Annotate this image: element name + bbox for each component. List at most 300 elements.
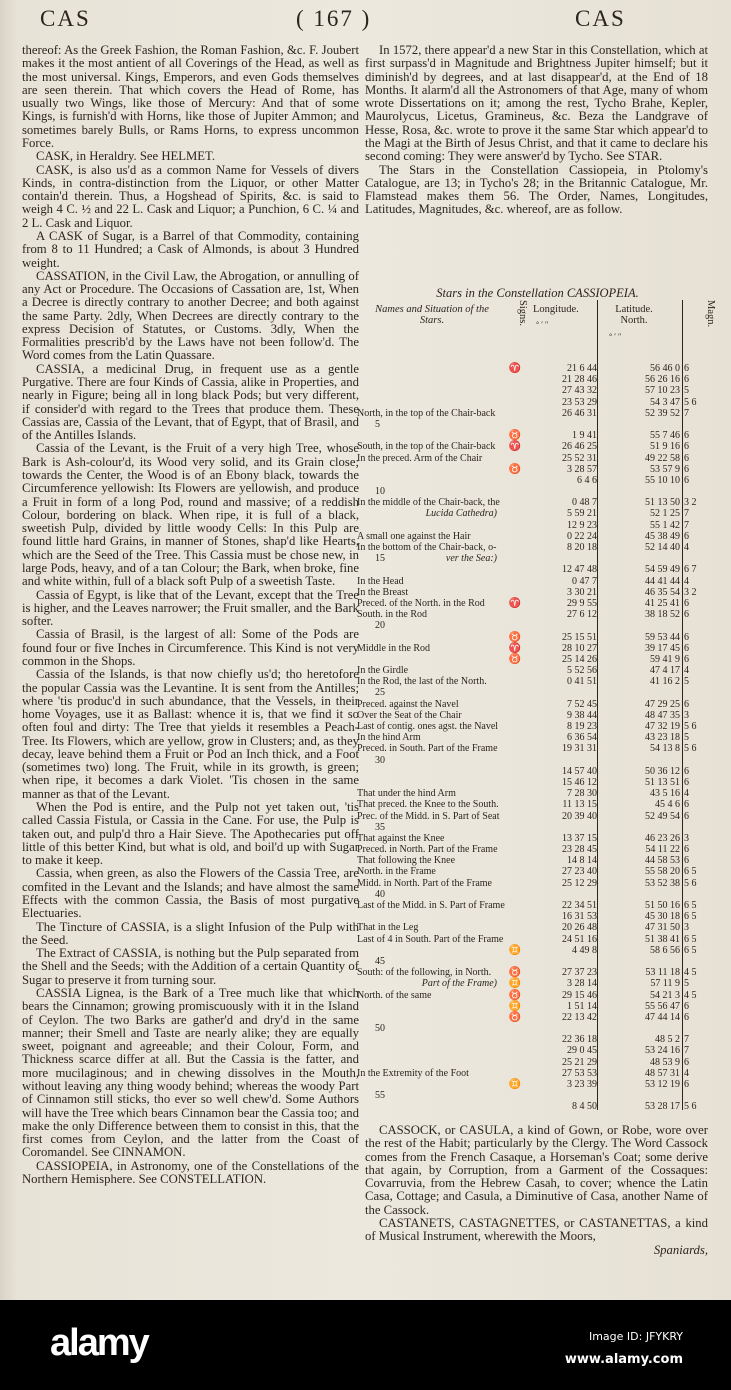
latitude-value: 52 49 54 <box>645 810 680 822</box>
table-row <box>357 1023 709 1034</box>
longitude-value: 27 53 53 <box>562 1067 597 1079</box>
longitude-value: 3 23 39 <box>567 1079 597 1090</box>
longitude-value: 29 9 55 <box>567 597 597 609</box>
table-row <box>357 777 709 788</box>
table-row <box>357 1034 709 1045</box>
longitude-value: 25 52 31 <box>562 452 597 464</box>
latitude-value: 44 41 44 <box>645 575 680 587</box>
table-row <box>357 520 709 531</box>
star-number-label: 45 <box>375 955 385 967</box>
longitude-value: 7 28 30 <box>567 788 597 800</box>
longitude-value: 3 30 21 <box>567 586 597 598</box>
latitude-value: 54 3 47 <box>650 396 680 408</box>
magnitude-value: 7 <box>684 1034 689 1046</box>
longitude-value: 1 51 14 <box>567 1000 597 1012</box>
star-name: North. of the same <box>357 989 432 1001</box>
star-name: In the Girdle <box>357 665 409 677</box>
longitude-value: 22 13 42 <box>562 1011 597 1023</box>
latitude-value: 55 10 10 <box>645 474 680 486</box>
magnitude-value: 6 <box>684 765 689 777</box>
table-row <box>357 755 709 766</box>
magnitude-value: 5 <box>684 385 689 397</box>
magnitude-value: 7 <box>684 508 689 520</box>
longitude-value: 22 34 51 <box>562 900 597 911</box>
header-names: Names and Situation of the Stars. <box>375 304 489 326</box>
table-row <box>357 453 709 464</box>
longitude-value: 29 0 45 <box>567 1045 597 1057</box>
magnitude-value: 6 <box>684 776 689 788</box>
magnitude-value: 6 <box>684 642 689 654</box>
latitude-value: 47 44 14 <box>645 1011 680 1023</box>
magnitude-value: 5 <box>684 676 689 688</box>
longitude-value: 5 52 56 <box>567 665 597 677</box>
latitude-value: 59 41 9 <box>650 653 680 665</box>
latitude-value: 55 7 46 <box>650 430 680 442</box>
table-title: Stars in the Constellation CASSIOPEIA. <box>436 286 639 300</box>
magnitude-value: 3 <box>684 709 689 721</box>
watermark-bar <box>0 1300 731 1390</box>
longitude-value: 0 48 7 <box>572 497 597 509</box>
table-row <box>357 676 709 687</box>
magnitude-value: 6 <box>684 363 689 374</box>
zodiac-sign: ♊ <box>508 978 522 990</box>
watermark-url: www.alamy.com <box>564 1352 683 1367</box>
right-column-bottom <box>365 1124 708 1257</box>
zodiac-sign: ♈ <box>508 441 522 453</box>
latitude-value: 49 22 58 <box>645 452 680 464</box>
table-row <box>357 788 709 799</box>
zodiac-sign: ♊ <box>508 944 522 956</box>
longitude-value: 26 46 31 <box>562 407 597 419</box>
star-name: Last of 4 in South. Part of the Frame <box>357 933 504 945</box>
zodiac-sign: ♊ <box>508 1079 522 1090</box>
star-name: That against the Knee <box>357 832 445 844</box>
star-name: In the Breast <box>357 586 409 598</box>
latitude-value: 46 23 26 <box>645 832 680 844</box>
table-row <box>357 967 709 978</box>
table-row <box>357 419 709 430</box>
longitude-value: 12 9 23 <box>567 519 597 531</box>
latitude-value: 46 35 54 <box>645 586 680 598</box>
table-row <box>357 822 709 833</box>
table-row <box>357 1045 709 1056</box>
left-column <box>22 44 359 1186</box>
longitude-value: 13 37 15 <box>562 832 597 844</box>
table-row <box>357 497 709 508</box>
zodiac-sign: ♉ <box>508 989 522 1001</box>
star-name: In the Extremity of the Foot <box>357 1067 469 1079</box>
table-row <box>357 833 709 844</box>
star-number-label: 15 <box>375 553 385 565</box>
latitude-value: 41 16 2 <box>650 676 680 688</box>
table-row <box>357 811 709 822</box>
star-number-label: 40 <box>375 888 385 900</box>
table-row <box>357 1079 709 1090</box>
right-column-top <box>365 44 708 217</box>
table-row <box>357 956 709 967</box>
latitude-value: 48 57 31 <box>645 1067 680 1079</box>
table-row <box>357 620 709 631</box>
table-row <box>357 576 709 587</box>
table-row <box>357 687 709 698</box>
table-row <box>357 508 709 519</box>
latitude-value: 45 4 6 <box>655 799 680 811</box>
longitude-value: 8 4 50 <box>572 1101 597 1113</box>
star-number-label: 55 <box>375 1090 385 1102</box>
magnitude-value: 5 6 <box>684 877 697 889</box>
magnitude-value: 6 <box>684 1000 689 1012</box>
table-row <box>357 978 709 989</box>
longitude-value: 20 26 48 <box>562 922 597 934</box>
paragraph: CASK, is also us'd as a common Name for Vessels of divers Kinds, in contra-distinction from the Liquor, or other Matter contain'd therein. Thus, a Hogshead of Spirits, &c. is said to weigh 4 C. ½ and 22 L. Cask and Liquor; a Punchion, 6 C. ¼ and 2 L. Cask and Liquor. <box>22 162 359 230</box>
page-number: ( 167 ) <box>296 6 372 31</box>
star-name: Preced. of the North. in the Rod <box>357 597 485 609</box>
magnitude-value: 6 <box>684 441 689 453</box>
latitude-value: 47 31 50 <box>645 922 680 934</box>
latitude-value: 57 11 9 <box>650 978 680 990</box>
zodiac-sign: ♉ <box>508 430 522 442</box>
table-row <box>357 1057 709 1068</box>
header-latitude: Latitude. North. <box>615 304 653 326</box>
longitude-value: 8 19 23 <box>567 721 597 732</box>
magnitude-value: 6 5 <box>684 911 697 923</box>
longitude-value: 0 22 24 <box>567 530 597 542</box>
longitude-value: 12 47 48 <box>562 564 597 576</box>
longitude-value: 23 53 29 <box>562 396 597 408</box>
magnitude-value: 6 <box>684 799 689 811</box>
zodiac-sign: ♉ <box>508 1011 522 1023</box>
table-row <box>357 1012 709 1023</box>
magnitude-value: 6 5 <box>684 900 697 911</box>
latitude-value: 54 13 8 <box>650 743 680 755</box>
magnitude-value: 3 2 <box>684 586 697 598</box>
longitude-value: 27 43 32 <box>562 385 597 397</box>
magnitude-value: 6 <box>684 463 689 475</box>
longitude-value: 25 12 29 <box>562 877 597 889</box>
magnitude-value: 6 <box>684 452 689 464</box>
longitude-value: 20 39 40 <box>562 810 597 822</box>
magnitude-value: 6 <box>684 474 689 486</box>
table-row <box>357 866 709 877</box>
table-row <box>357 441 709 452</box>
paragraph: Spaniards, <box>653 1242 708 1257</box>
star-name: Prec. of the Midd. in S. Part of Seat <box>357 810 500 822</box>
magnitude-value: 6 7 <box>684 564 697 576</box>
latitude-value: 51 9 16 <box>650 441 680 453</box>
longitude-value: 28 10 27 <box>562 642 597 654</box>
star-number-label: 5 <box>375 418 380 430</box>
table-row <box>357 609 709 620</box>
magnitude-value: 6 <box>684 810 689 822</box>
magnitude-value: 5 <box>684 978 689 990</box>
latitude-value: 50 36 12 <box>645 765 680 777</box>
star-name: Lucida Cathedra) <box>425 508 497 520</box>
latitude-value: 51 13 51 <box>645 776 680 788</box>
table-row <box>357 643 709 654</box>
longitude-value: 7 52 45 <box>567 698 597 710</box>
paragraph: The Stars in the Constellation Cassiopeia, in Ptolomy's Catalogue, are 13; in Tycho's 28; in the Britannic Catalogue, Mr. Flamstead makes them 56. The Order, Names, Longitudes, Latitudes, Magnitudes, &c. whereof, are as follow. <box>365 162 708 217</box>
longitude-value: 25 21 29 <box>562 1056 597 1068</box>
longitude-value: 21 6 44 <box>567 363 597 374</box>
latitude-value: 53 57 9 <box>650 463 680 475</box>
alamy-logo: alamy <box>50 1322 148 1364</box>
star-name: That following the Knee <box>357 855 456 867</box>
latitude-value: 54 11 22 <box>645 844 680 856</box>
star-name: In the Rod, the last of the North. <box>357 676 487 688</box>
table-row <box>357 374 709 385</box>
star-name: South, in the top of the Chair-back <box>357 441 496 453</box>
magnitude-value: 4 5 <box>684 989 697 1001</box>
magnitude-value: 7 <box>684 519 689 531</box>
longitude-value: 1 9 41 <box>572 430 597 442</box>
table-row <box>357 1101 709 1112</box>
magnitude-value: 6 <box>684 530 689 542</box>
table-row <box>357 464 709 475</box>
magnitude-value: 6 <box>684 1011 689 1023</box>
latitude-value: 56 46 0 <box>650 363 680 374</box>
latitude-value: 53 24 16 <box>645 1045 680 1057</box>
star-name: North, in the top of the Chair-back <box>357 407 496 419</box>
star-name: In the Head <box>357 575 404 587</box>
latitude-value: 58 6 56 <box>650 944 680 956</box>
header-lat-units: ° ′ ″ <box>609 332 622 341</box>
paragraph: Cassia of the Levant, is the Fruit of a very high Tree, whose Bark is Ash-colour'd, its Wood very solid, and its Grain close; towards the Center, the Wood is of an Ebony black, towards the Circumference yellowish: Its Flowers are yellowish, and produce a Fruit in form of a long Pod, round and massive; of a reddish Colour, bordering on black. When ripe, it is full of a black, sweetish Pulp, divided by little woody Cells: In this Pulp are found little hard Grains, in manner of Stones, shap'd like Hearts, which are the Seed of the Tree. This Cassia must be chose new, in large Pods, heavy, and of a tan Colour; the Bark, when broke, fine and white within, full of a black soft Pulp of a sweetish Taste. <box>22 441 359 589</box>
header-signs: Signs. <box>517 300 528 326</box>
table-row <box>357 385 709 396</box>
star-name: That in the Leg <box>357 922 419 934</box>
star-name: Midd. in North. Part of the Frame <box>357 877 492 889</box>
table-row <box>357 844 709 855</box>
table-row <box>357 911 709 922</box>
zodiac-sign: ♉ <box>508 463 522 475</box>
longitude-value: 3 28 14 <box>567 978 597 990</box>
table-row <box>357 397 709 408</box>
table-row <box>357 699 709 710</box>
latitude-value: 51 38 41 <box>645 933 680 945</box>
magnitude-value: 3 <box>684 832 689 844</box>
table-row <box>357 1068 709 1079</box>
magnitude-value: 7 <box>684 407 689 419</box>
zodiac-sign: ♊ <box>508 1000 522 1012</box>
magnitude-value: 6 <box>684 1056 689 1068</box>
magnitude-value: 5 6 <box>684 396 697 408</box>
magnitude-value: 4 5 <box>684 967 697 979</box>
latitude-value: 52 39 52 <box>645 407 680 419</box>
latitude-value: 55 58 20 <box>645 866 680 878</box>
paragraph: CASSIOPEIA, in Astronomy, one of the Constellations of the Northern Hemisphere. See CONSTELLATION. <box>22 1158 359 1186</box>
table-row <box>357 922 709 933</box>
zodiac-sign: ♉ <box>508 967 522 979</box>
latitude-value: 48 53 9 <box>650 1056 680 1068</box>
magnitude-value: 6 <box>684 631 689 643</box>
magnitude-value: 6 <box>684 855 689 867</box>
longitude-value: 11 13 15 <box>562 799 597 811</box>
magnitude-value: 4 <box>684 665 689 677</box>
table-row <box>357 475 709 486</box>
star-name: South: of the following, in North. <box>357 967 492 979</box>
table-row <box>357 542 709 553</box>
latitude-value: 47 4 17 <box>650 665 680 677</box>
longitude-value: 23 28 45 <box>562 844 597 856</box>
longitude-value: 8 20 18 <box>567 542 597 553</box>
zodiac-sign: ♈ <box>508 363 522 374</box>
longitude-value: 0 47 7 <box>572 575 597 587</box>
star-name: Last of the Midd. in S. Part of Frame <box>357 900 505 911</box>
star-name: In the middle of the Chair-back, the <box>357 497 500 509</box>
latitude-value: 38 18 52 <box>645 609 680 621</box>
table-row <box>357 945 709 956</box>
longitude-value: 21 28 46 <box>562 374 597 386</box>
paragraph: thereof: As the Greek Fashion, the Roman Fashion, &c. F. Joubert makes it the most antient of all Coverings of the Head, as well as the most universal. Kings, Emperors, and even Gods themselves are seen therein. That which covers the Head of Rome, has usually two Wings, like those of Mercury: And that of some Kings, is furnish'd with Horns, like those of Jupiter Ammon; and sometimes barely Bulls, or Rams Horns, to express uncommon Force. <box>22 43 359 150</box>
latitude-value: 55 56 47 <box>645 1000 680 1012</box>
magnitude-value: 6 5 <box>684 944 697 956</box>
latitude-value: 56 26 16 <box>645 374 680 386</box>
magnitude-value: 5 6 <box>684 1101 697 1113</box>
magnitude-value: 6 <box>684 430 689 442</box>
longitude-value: 6 36 54 <box>567 732 597 744</box>
table-row <box>357 665 709 676</box>
table-row <box>357 408 709 419</box>
latitude-value: 45 30 18 <box>645 911 680 923</box>
latitude-value: 43 23 18 <box>645 732 680 744</box>
star-name: In the preced. Arm of the Chair <box>357 452 483 464</box>
header-magn: Magn. <box>705 300 716 328</box>
star-number-label: 35 <box>375 821 385 833</box>
table-row <box>357 587 709 598</box>
star-name: Middle in the Rod <box>357 642 431 654</box>
star-number-label: 10 <box>375 486 385 498</box>
table-row <box>357 878 709 889</box>
paragraph: The Extract of CASSIA, is nothing but the Pulp separated from the Shell and the Seeds; with the Addition of a certain Quantity of Sugar to preserve it from turning sour. <box>22 946 359 987</box>
latitude-value: 45 38 49 <box>645 530 680 542</box>
magnitude-value: 6 5 <box>684 933 697 945</box>
star-name: ver the Sea:) <box>445 553 497 565</box>
table-row <box>357 934 709 945</box>
table-row <box>357 363 709 374</box>
longitude-value: 24 51 16 <box>562 933 597 945</box>
paragraph: CASSOCK, or CASULA, a kind of Gown, or Robe, wore over the rest of the Habit; particularly by the Clergy. The Word Cassock comes from the French Casaque, a Horseman's Coat; some derive that again, by Corruption, from a Garment of the Cossaques: Covarruvia, from the Hebrew Casah, to cover; whence the Latin Casa, Cottage; and Casula, a Diminutive of Casa, another Name of the Cassock. <box>365 1123 708 1217</box>
star-name: Part of the Frame) <box>421 978 497 990</box>
table-row <box>357 732 709 743</box>
longitude-value: 19 31 31 <box>562 743 597 755</box>
star-name: A small one against the Hair <box>357 530 471 542</box>
star-name: In the hind Arm <box>357 732 421 744</box>
magnitude-value: 6 <box>684 653 689 665</box>
star-name: North. in the Frame <box>357 866 436 878</box>
star-number-label: 50 <box>375 1023 385 1035</box>
magnitude-value: 7 <box>684 1045 689 1057</box>
latitude-value: 52 1 25 <box>650 508 680 520</box>
longitude-value: 22 36 18 <box>562 1034 597 1046</box>
paragraph: CASTANETS, CASTAGNETTES, or CASTANETTAS, a kind of Musical Instrument, wherewith the Moors, <box>365 1215 708 1244</box>
latitude-value: 59 53 44 <box>645 631 680 643</box>
latitude-value: 43 5 16 <box>650 788 680 800</box>
header-longitude: Longitude. <box>533 304 579 315</box>
table-row <box>357 430 709 441</box>
latitude-value: 57 10 23 <box>645 385 680 397</box>
star-name: Last of contig. ones agst. the Navel <box>357 721 499 732</box>
latitude-value: 47 29 25 <box>645 698 680 710</box>
latitude-value: 53 52 38 <box>645 877 680 889</box>
star-name: Preced. in South. Part of the Frame <box>357 743 498 755</box>
longitude-value: 27 23 40 <box>562 866 597 878</box>
magnitude-value: 6 <box>684 597 689 609</box>
longitude-value: 16 31 53 <box>562 911 597 923</box>
paragraph: When the Pod is entire, and the Pulp not yet taken out, 'tis called Cassia Fistula, or Cassia in the Cane. For use, the Pulp is taken out, and pulp'd thro a Hair Sieve. The Apothecaries put off little of this better Kind, but what is old, and boil'd up with Sugar to make it keep. <box>22 800 359 868</box>
magnitude-value: 5 6 <box>684 721 697 732</box>
paragraph: Cassia, when green, as also the Flowers of the Cassia Tree, are comfited in the Levant and the Islands; and have almost the same Effects with the common Cassia, the Basis of most purgative Electuaries. <box>22 866 359 921</box>
paragraph: Cassia of Egypt, is like that of the Levant, except that the Tree is higher, and the Leaves narrower; the Fruit smaller, and the Bark softer. <box>22 587 359 629</box>
magnitude-value: 4 <box>684 542 689 553</box>
magnitude-value: 5 6 <box>684 743 697 755</box>
star-name: South. in the Rod <box>357 609 428 621</box>
longitude-value: 27 37 23 <box>562 967 597 979</box>
table-row <box>357 766 709 777</box>
star-name: Preced. against the Navel <box>357 698 459 710</box>
magnitude-value: 6 <box>684 698 689 710</box>
longitude-value: 14 8 14 <box>567 855 597 867</box>
longitude-value: 15 46 12 <box>562 776 597 788</box>
paragraph: CASSIA Lignea, is the Bark of a Tree much like that which bears the Cinnamon; growing promiscuously with it in the Island of Ceylon. The two Barks are gather'd and dry'd in the same manner; their Smell and Taste are nearly alike; they are equally sweet, poignant and agreeable; and their Colour, Form, and Thickness scarce differ at all. But the Cassia is the fatter, and more mucilaginous; and in chewing dissolves in the Mouth, without leaving any thing woody behind; whereas the woody Part of Cinnamon still sticks, tho ever so well chew'd. Some Authors will have the Tree which bears Cinnamon bear the Cassia too; and make the only Difference between them to consist in this, that the first comes from Ceylon, and the latter from the Coast of Coromandel. See CINNAMON. <box>22 985 359 1160</box>
zodiac-sign: ♉ <box>508 653 522 665</box>
star-number-label: 30 <box>375 754 385 766</box>
star-name: That under the hind Arm <box>357 788 456 800</box>
latitude-value: 51 13 50 <box>645 497 680 509</box>
magnitude-value: 3 2 <box>684 497 697 509</box>
paragraph: CASSATION, in the Civil Law, the Abrogation, or annulling of any Act or Procedure. The Occasions of Cassation are, 1st, When a Decree is directly contrary to another Decree; and both against the same Party. 2dly, When Decrees are directly contrary to the express Decision of Statutes, or Customs. 3dly, When the Formalities prescrib'd by the Laws have not been follow'd. The Word comes from the Latin Quassare. <box>22 268 359 363</box>
magnitude-value: 4 <box>684 1067 689 1079</box>
magnitude-value: 6 <box>684 1079 689 1090</box>
longitude-value: 3 28 57 <box>567 463 597 475</box>
longitude-value: 0 41 51 <box>567 676 597 688</box>
magnitude-value: 3 <box>684 922 689 934</box>
latitude-value: 48 5 2 <box>655 1034 680 1046</box>
longitude-value: 6 4 6 <box>577 474 597 486</box>
star-table <box>357 363 709 1113</box>
star-name: Preced. in North. Part of the Frame <box>357 844 498 856</box>
longitude-value: 5 59 21 <box>567 508 597 520</box>
table-row <box>357 900 709 911</box>
star-name: In the bottom of the Chair-back, o- <box>357 542 497 553</box>
header-lon-units: ° ′ ″ <box>536 320 549 329</box>
magnitude-value: 5 <box>684 732 689 744</box>
table-row <box>357 564 709 575</box>
latitude-value: 55 1 42 <box>650 519 680 531</box>
table-row <box>357 598 709 609</box>
latitude-value: 39 17 45 <box>645 642 680 654</box>
longitude-value: 25 15 51 <box>562 631 597 643</box>
latitude-value: 51 50 16 <box>645 900 680 911</box>
magnitude-value: 4 <box>684 788 689 800</box>
latitude-value: 52 14 40 <box>645 542 680 553</box>
magnitude-value: 6 <box>684 844 689 856</box>
table-row <box>357 553 709 564</box>
magnitude-value: 6 <box>684 609 689 621</box>
star-number-label: 20 <box>375 620 385 632</box>
table-row <box>357 632 709 643</box>
table-row <box>357 721 709 732</box>
star-name: That preced. the Knee to the South. <box>357 799 499 811</box>
latitude-value: 54 59 49 <box>645 564 680 576</box>
table-row <box>357 990 709 1001</box>
magnitude-value: 4 <box>684 575 689 587</box>
paragraph: CASSIA, a medicinal Drug, in frequent use as a gentle Purgative. There are four Kinds of Cassia, alike in Properties, and nearly in Figure; being all in long black Pods; but very different, if consider'd with regard to the Trees that produce them. These Cassias are, Cassia of the Levant, that of Egypt, that of Brasil, and of the Antilles Islands. <box>22 361 359 443</box>
table-row <box>357 531 709 542</box>
magnitude-value: 6 <box>684 374 689 386</box>
paragraph: The Tincture of CASSIA, is a slight Infusion of the Pulp with the Seed. <box>22 919 359 947</box>
latitude-value: 41 25 41 <box>645 597 680 609</box>
running-head-left: CAS <box>40 6 91 31</box>
